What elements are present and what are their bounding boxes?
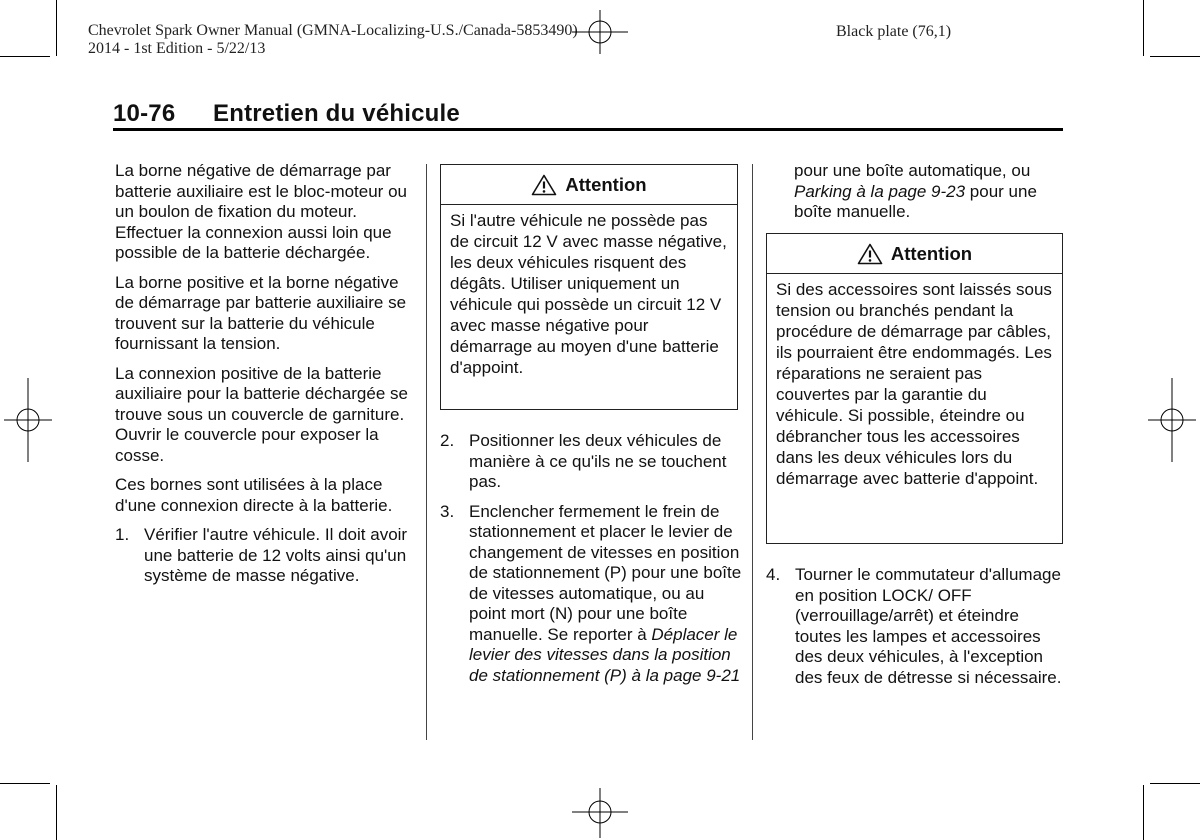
page-number: 10-76	[113, 100, 176, 127]
step-text: Vérifier l'autre véhicule. Il doit avoir une batterie de 12 volts ainsi qu'un système de masse négative.	[144, 525, 408, 585]
text-column-1	[115, 161, 413, 596]
text-column-3	[766, 565, 1066, 697]
warning-triangle-icon	[531, 174, 557, 196]
step-item	[440, 431, 742, 493]
crop-mark-top-right-v	[1143, 0, 1144, 56]
registration-mark-top-icon	[572, 10, 628, 54]
warning-heading	[767, 234, 1062, 274]
step-list	[766, 565, 1066, 688]
step-number: 2.	[440, 431, 455, 450]
page-reference: Déplacer le levier des vitesses dans la position de stationnement (P) à la page 9-21	[469, 624, 741, 685]
warning-triangle-icon	[857, 243, 883, 265]
text-column-3-continuation	[794, 161, 1064, 223]
print-header-line1: Chevrolet Spark Owner Manual (GMNA-Localizing-U.S./Canada-5853490)	[88, 22, 578, 39]
step-list	[440, 431, 742, 686]
warning-box	[766, 233, 1063, 544]
crop-mark-top-right-h	[1150, 56, 1200, 57]
column-separator-1	[426, 164, 427, 740]
crop-mark-top-left-v	[56, 0, 57, 56]
page-reference: Parking à la page 9-23	[794, 181, 966, 201]
registration-mark-right-icon	[1148, 378, 1196, 462]
registration-mark-left-icon	[4, 378, 52, 462]
warning-heading-label: Attention	[565, 173, 647, 195]
warning-body: Si des accessoires sont laissés sous tension ou branchés pendant la procédure de démarrage par câbles, ils pourraient être endommagés. Les réparations ne seraient pas couvertes par la garantie du véhicule. Si possible, éteindre ou débrancher tous les accessoires dans les deux véhicules lors du démarrage avec batterie d'appoint.	[776, 280, 1052, 488]
column-separator-2	[752, 164, 753, 740]
paragraph: La connexion positive de la batterie auxiliaire pour la batterie déchargée se trouve sous un couvercle de garniture. Ouvrir le couvercle pour exposer la cosse.	[115, 363, 408, 465]
heading-rule	[113, 128, 1063, 131]
crop-mark-bottom-left-v	[56, 785, 57, 840]
crop-mark-bottom-right-h	[1150, 783, 1200, 784]
print-header-info	[88, 22, 578, 58]
warning-heading	[441, 165, 737, 205]
step-list	[115, 525, 413, 587]
continuation-text: pour une boîte automatique, ou	[794, 161, 1031, 180]
step-number: 3.	[440, 501, 455, 521]
step-item	[766, 565, 1066, 688]
step-number: 1.	[115, 525, 130, 544]
warning-body: Si l'autre véhicule ne possède pas de circuit 12 V avec masse négative, les deux véhicules risquent des dégâts. Utiliser uniquement un véhicule qui possède un circuit 12 V avec masse négative pour démarrage au moyen d'une batterie d'appoint.	[450, 211, 727, 377]
section-heading	[113, 100, 460, 128]
step-text: Enclencher fermement le frein de stationnement et placer le levier de changement de vitesses en position de stationnement (P) pour une boîte de vitesses automatique, ou au point mort (N) pour une boîte manuelle. Se reporter à	[469, 501, 742, 644]
step-number: 4.	[766, 565, 781, 584]
paragraph: La borne négative de démarrage par batterie auxiliaire est le bloc-moteur ou un boulon de fixation du moteur. Effectuer la connexion aussi loin que possible de la batterie déchargée.	[115, 161, 407, 262]
step-item	[440, 502, 742, 687]
registration-mark-bottom-icon	[572, 788, 628, 838]
section-title: Entretien du véhicule	[213, 100, 460, 127]
step-item	[115, 525, 413, 587]
crop-mark-bottom-right-v	[1143, 785, 1144, 840]
print-header-line2: 2014 - 1st Edition - 5/22/13	[88, 40, 266, 57]
continuation-text: pour une boîte manuelle.	[794, 181, 1037, 221]
text-column-2	[440, 431, 742, 695]
paragraph: Ces bornes sont utilisées à la place d'une connexion directe à la batterie.	[115, 475, 393, 515]
warning-box	[440, 164, 738, 410]
print-plate-label: Black plate (76,1)	[836, 23, 952, 40]
warning-heading-label: Attention	[890, 242, 973, 264]
crop-mark-bottom-left-h	[0, 783, 50, 784]
step-text: Positionner les deux véhicules de manière à ce qu'ils ne se touchent pas.	[469, 431, 727, 491]
step-text: Tourner le commutateur d'allumage en position LOCK/ OFF (verrouillage/arrêt) et éteindre toutes les lampes et accessoires des deux véhicules, à l'exception des feux de détresse si nécessaire.	[795, 565, 1062, 687]
paragraph: La borne positive et la borne négative de démarrage par batterie auxiliaire se trouvent sur la batterie du véhicule fournissant la tension.	[115, 272, 407, 353]
crop-mark-top-left-h	[0, 56, 50, 57]
